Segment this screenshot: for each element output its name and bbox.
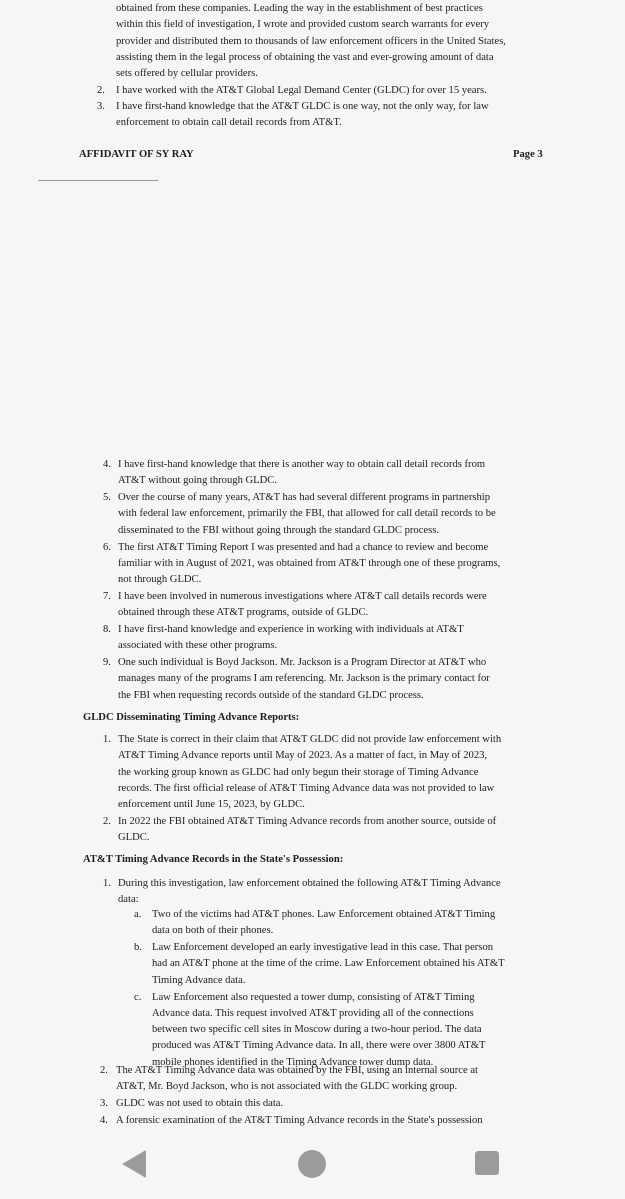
list-number: a. — [134, 909, 142, 920]
text-line: assisting them in the legal process of obtaining the vast and ever-growing amount of data — [116, 52, 494, 63]
text-line: Two of the victims had AT&T phones. Law Enforcement obtained AT&T Timing — [152, 909, 496, 920]
text-line: GLDC. — [118, 832, 150, 844]
text-line: familiar with in August of 2021, was obtained from AT&T through one of these programs, — [118, 557, 501, 569]
list-number: 1. — [103, 878, 111, 889]
list-number: 3. — [100, 1098, 108, 1110]
text-line: The first AT&T Timing Report I was presented and had a chance to review and become — [118, 541, 489, 553]
text-line: Over the course of many years, AT&T has had several different programs in partnership — [118, 492, 491, 504]
text-line: The State is correct in their claim that AT&T GLDC did not provide law enforcement with — [118, 734, 502, 745]
text-line: I have first-hand knowledge that the AT&T GLDC is one way, not the only way, for law — [116, 101, 489, 112]
text-line: obtained through these AT&T programs, outside of GLDC. — [118, 607, 369, 619]
text-line: data on both of their phones. — [152, 925, 274, 937]
section-heading: GLDC Disseminating Timing Advance Reports: — [83, 712, 300, 723]
list-number: 8. — [103, 624, 111, 635]
home-circle-icon[interactable] — [298, 1150, 326, 1178]
text-line: sets offered by cellular providers. — [116, 68, 258, 79]
list-number: 4. — [103, 459, 111, 470]
text-line: I have first-hand knowledge that there is another way to obtain call detail records from — [118, 459, 486, 470]
text-line: Law Enforcement developed an early investigative lead in this case. That person — [152, 942, 494, 954]
text-line: One such individual is Boyd Jackson. Mr. Jackson is a Program Director at AT&T who — [118, 657, 487, 669]
list-number: 2. — [103, 816, 111, 827]
text-line: In 2022 the FBI obtained AT&T Timing Advance records from another source, outside of — [118, 816, 497, 827]
text-line: During this investigation, law enforcement obtained the following AT&T Timing Advance — [118, 878, 501, 889]
text-line: had an AT&T phone at the time of the crime. Law Enforcement obtained his AT&T — [152, 958, 505, 970]
text-line: Law Enforcement also requested a tower dump, consisting of AT&T Timing — [152, 991, 475, 1003]
list-number: b. — [134, 942, 142, 954]
back-triangle-icon[interactable] — [122, 1150, 146, 1178]
text-line: AT&T, Mr. Boyd Jackson, who is not associated with the GLDC working group. — [116, 1081, 458, 1093]
text-line: obtained from these companies. Leading the way in the establishment of best practices — [116, 3, 483, 14]
text-line: within this field of investigation, I wrote and provided custom search warrants for every — [116, 19, 490, 30]
text-line: I have worked with the AT&T Global Legal Demand Center (GLDC) for over 15 years. — [116, 85, 487, 96]
text-line: provider and distributed them to thousands of law enforcement officers in the United States, — [116, 36, 506, 47]
text-line: GLDC was not used to obtain this data. — [116, 1098, 284, 1110]
text-line: not through GLDC. — [118, 574, 202, 586]
list-number: 2. — [97, 85, 105, 96]
text-line: data: — [118, 894, 139, 906]
text-line: with federal law enforcement, primarily the FBI, that allowed for call detail records to be — [118, 508, 496, 520]
list-number: c. — [134, 991, 142, 1003]
footer-title: AFFIDAVIT OF SY RAY — [79, 149, 194, 160]
text-line: records. The first official release of AT&T Timing Advance data was not provided to law — [118, 782, 495, 794]
text-line: AT&T without going through GLDC. — [118, 475, 278, 487]
text-line: disseminated to the FBI without going through the standard GLDC process. — [118, 524, 440, 536]
list-number: 4. — [100, 1114, 108, 1126]
text-line: the FBI when requesting records outside of the standard GLDC process. — [118, 689, 424, 701]
text-line: The AT&T Timing Advance data was obtained by the FBI, using an internal source at — [116, 1065, 478, 1076]
list-number: 9. — [103, 657, 111, 669]
footer-page-number: Page 3 — [513, 149, 543, 160]
text-line: associated with these other programs. — [118, 640, 278, 652]
list-number: 1. — [103, 734, 111, 745]
text-line: I have been involved in numerous investigations where AT&T call details records were — [118, 590, 487, 602]
text-line: enforcement until June 15, 2023, by GLDC. — [118, 799, 305, 811]
section-heading: AT&T Timing Advance Records in the State's Possession: — [83, 854, 344, 865]
text-line: mobile phones identified in the Timing Advance tower dump data. — [152, 1056, 434, 1068]
text-line: AT&T Timing Advance reports until May of 2023. As a matter of fact, in May of 2023, — [118, 750, 488, 762]
text-line: manages many of the programs I am referencing. Mr. Jackson is the primary contact for — [118, 673, 490, 685]
list-number: 3. — [97, 101, 105, 112]
list-number: 2. — [100, 1065, 108, 1076]
text-line: Timing Advance data. — [152, 974, 246, 986]
recent-square-icon[interactable] — [475, 1151, 499, 1175]
text-line: I have first-hand knowledge and experience in working with individuals at AT&T — [118, 624, 464, 635]
list-number: 7. — [103, 590, 111, 602]
text-line: A forensic examination of the AT&T Timing Advance records in the State's possession — [116, 1114, 483, 1126]
text-line: the working group known as GLDC had only begun their storage of Timing Advance — [118, 766, 479, 778]
text-line: produced was AT&T Timing Advance data. In all, there were over 3800 AT&T — [152, 1040, 486, 1052]
text-line: between two specific cell sites in Moscow during a two-hour period. The data — [152, 1024, 482, 1036]
text-line: Advance data. This request involved AT&T providing all of the connections — [152, 1007, 474, 1019]
text-line: enforcement to obtain call detail records from AT&T. — [116, 117, 342, 128]
list-number: 6. — [103, 541, 111, 553]
list-number: 5. — [103, 492, 111, 504]
page-divider — [38, 180, 158, 181]
